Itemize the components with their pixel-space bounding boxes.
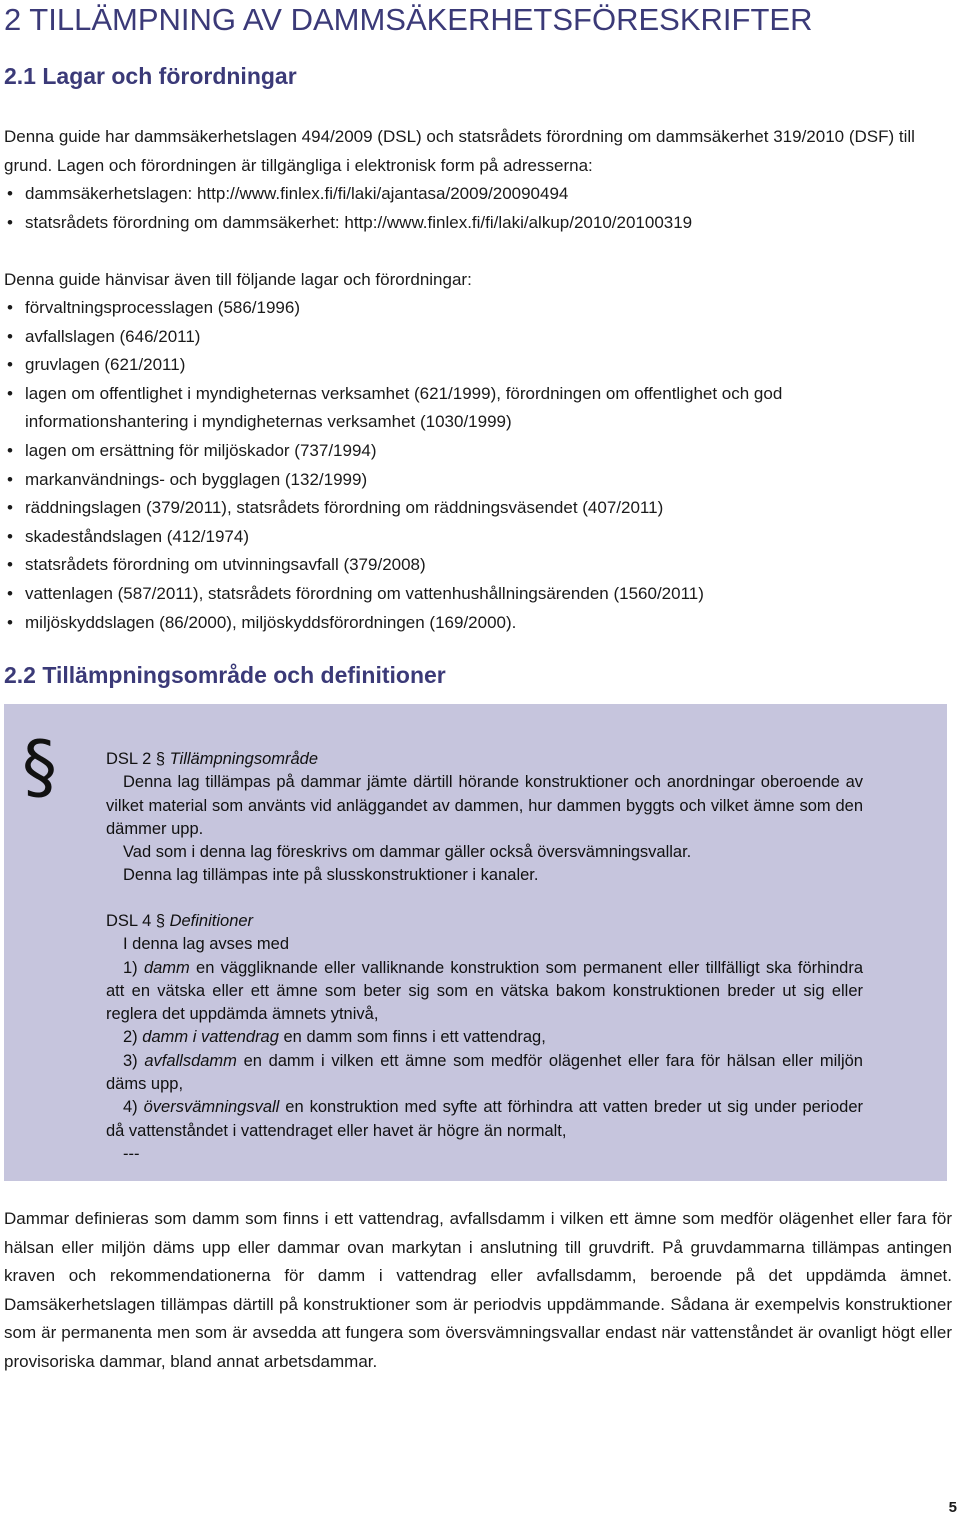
laws-intro: Denna guide hänvisar även till följande lagar och förordningar: bbox=[4, 270, 472, 289]
dsl2-paragraph: Denna lag tillämpas inte på slusskonstruktioner i kanaler. bbox=[123, 866, 539, 885]
definition-term: översvämningsvall bbox=[143, 1098, 280, 1117]
chapter-heading: 2 TILLÄMPNING AV DAMMSÄKERHETSFÖRESKRIFTER bbox=[4, 2, 813, 37]
dsl2-paragraph: Denna lag tillämpas på dammar jämte därtill hörande konstruktioner och anordningar oberoende av vilket material som använts vid anläggandet av dammen, hur dammen byggts och vilket ämne som den dämmer upp. bbox=[106, 773, 863, 838]
definition-item: 4) översvämningsvall en konstruktion med syfte att förhindra att vatten breder ut sig under perioder då vattenståndet i vattendraget eller havet är högre än normalt, bbox=[106, 1098, 863, 1140]
dsl2-section bbox=[106, 748, 863, 888]
intro-paragraph: Denna guide har dammsäkerhetslagen 494/2009 (DSL) och statsrådets förordning om dammsäkerhet 319/2010 (DSF) till grund. Lagen och förordningen är tillgängliga i elektronisk form på adresserna: bbox=[4, 127, 915, 175]
list-item: • lagen om ersättning för miljöskador (737/1994) bbox=[4, 437, 948, 466]
list-item: • lagen om offentlighet i myndigheternas verksamhet (621/1999), förordningen om offentlighet och god informationshantering i myndigheternas verksamhet (1030/1999) bbox=[4, 380, 948, 437]
definition-term: damm bbox=[143, 958, 190, 977]
list-item: • skadeståndslagen (412/1974) bbox=[4, 523, 948, 552]
paragraph-icon: § bbox=[22, 726, 57, 808]
list-item: • räddningslagen (379/2011), statsrådets förordning om räddningsväsendet (407/2011) bbox=[4, 494, 948, 523]
dsl2-heading bbox=[106, 748, 863, 771]
definition-item: 3) avfallsdamm en damm i vilken ett ämne som medför olägenhet eller fara för hälsan eller miljön däms upp, bbox=[106, 1051, 863, 1094]
dsl4-label: DSL 4 § bbox=[106, 912, 170, 930]
dsl4-section bbox=[106, 910, 863, 1166]
list-item: • förvaltningsprocesslagen (586/1996) bbox=[4, 294, 948, 323]
list-item: • statsrådets förordning om utvinningsavfall (379/2008) bbox=[4, 551, 948, 580]
definition-term: avfallsdamm bbox=[144, 1051, 237, 1070]
definitions-body: Dammar definieras som damm som finns i ett vattendrag, avfallsdamm i vilken ett ämne som medför olägenhet eller fara för hälsan eller miljön däms upp eller dammar ovan markytan i anslutning till gruvdrift. På gruvdammarna tillämpas antingen kraven och rekommendationerna för damm i vattendrag eller avfallsdamm, beroende på det uppdämda ämnet. Damsäkerhetslagen tillämpas därtill på konstruktioner som är periodvis uppdämmande. Sådana är exempelvis konstruktioner som är permanenta men som är avsedda att fungera som översvämningsvallar endast när vattenståndet är ovanligt högt eller provisoriska dammar, bland annat arbetsdammar. bbox=[4, 1209, 952, 1371]
definition-item: 1) damm en väggliknande eller valliknande konstruktion som permanent eller tillfälligt ska förhindra att en vätska eller ett ämne som beter sig som en vätska bakom konstruktionen breder ut sig eller reglera det uppdämda ämnets ytnivå, bbox=[106, 958, 863, 1024]
list-item: • miljöskyddslagen (86/2000), miljöskyddsförordningen (169/2000). bbox=[4, 609, 948, 638]
dsl4-intro: I denna lag avses med bbox=[123, 935, 290, 954]
dsl2-title: Tillämpningsområde bbox=[169, 750, 319, 768]
dsl4-heading bbox=[106, 910, 863, 933]
definition-term: damm i vattendrag bbox=[142, 1028, 279, 1047]
ellipsis: --- bbox=[123, 1144, 140, 1163]
dsl4-title: Definitioner bbox=[169, 912, 254, 930]
list-item: • gruvlagen (621/2011) bbox=[4, 351, 948, 380]
dsl2-label: DSL 2 § bbox=[106, 750, 170, 768]
law-quote-box bbox=[4, 704, 947, 1181]
list-item: • vattenlagen (587/2011), statsrådets förordning om vattenhushållningsärenden (1560/2011) bbox=[4, 580, 948, 609]
dsl2-paragraph: Vad som i denna lag föreskrivs om dammar gäller också översvämningsvallar. bbox=[123, 843, 692, 862]
list-item: • avfallslagen (646/2011) bbox=[4, 323, 948, 352]
list-item: • dammsäkerhetslagen: http://www.finlex.fi/fi/laki/ajantasa/2009/20090494 bbox=[4, 180, 948, 209]
section-2-1-title: 2.1 Lagar och förordningar bbox=[4, 63, 297, 89]
list-item: • statsrådets förordning om dammsäkerhet: http://www.finlex.fi/fi/laki/alkup/2010/20100319 bbox=[4, 209, 948, 238]
page-number: 5 bbox=[948, 1499, 957, 1516]
definition-item: 2) damm i vattendrag en damm som finns i ett vattendrag, bbox=[123, 1028, 546, 1047]
list-item: • markanvändnings- och bygglagen (132/1999) bbox=[4, 466, 948, 495]
link-list bbox=[4, 180, 948, 237]
section-2-2-title: 2.2 Tillämpningsområde och definitioner bbox=[4, 662, 446, 688]
laws-list bbox=[4, 294, 948, 637]
